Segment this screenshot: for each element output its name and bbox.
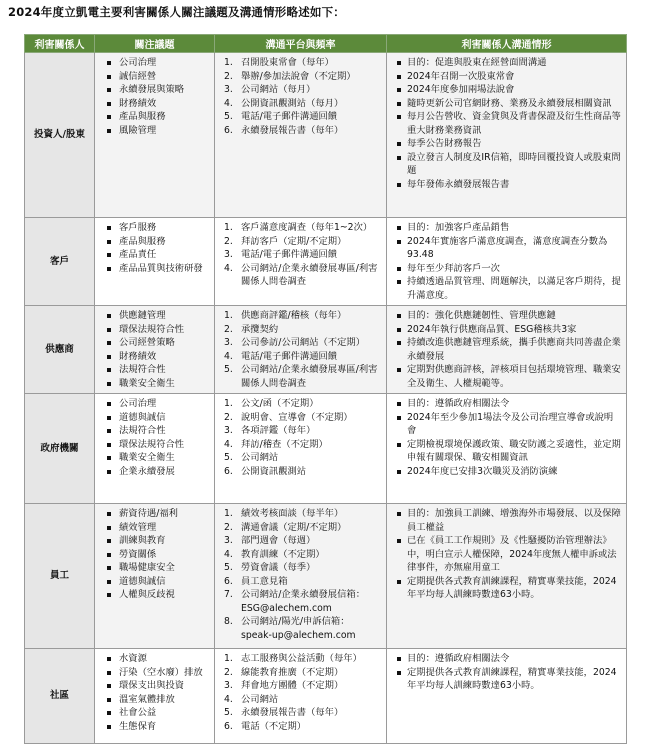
issue-item: 產品與服務: [95, 235, 214, 249]
table-row: [25, 53, 627, 218]
header-channels: 溝通平台與頻率: [215, 35, 387, 53]
channel-item: 4. 公開資訊觀測站（每月）: [215, 97, 386, 111]
comm-cell: [215, 394, 387, 504]
communication-item: 每季公告財務報告: [387, 137, 626, 151]
channel-item: 5. 永續發展報告書（每年）: [215, 706, 386, 720]
table-row: [25, 504, 627, 649]
issue-item: 人權與反歧視: [95, 588, 214, 602]
stakeholder-cell: 員工: [25, 504, 95, 649]
stakeholder-cell: 供應商: [25, 306, 95, 394]
issue-item: 供應鏈管理: [95, 309, 214, 323]
issue-item: 客戶服務: [95, 221, 214, 235]
channel-item: 6. 永續發展報告書（每年）: [215, 124, 386, 138]
channel-item: 5. 電話/電子郵件溝通回饋: [215, 110, 386, 124]
issue-item: 勞資關係: [95, 548, 214, 562]
communication-item: 2024年度已安排3次職災及消防演練: [387, 465, 626, 479]
channel-item: 6. 公開資訊觀測站: [215, 465, 386, 479]
table-row: [25, 218, 627, 306]
channel-item: 2. 溝通會議（定期/不定期）: [215, 521, 386, 535]
stakeholder-cell: 投資人/股東: [25, 53, 95, 218]
issue-item: 誠信經營: [95, 70, 214, 84]
issue-item: 產品與服務: [95, 110, 214, 124]
topics-cell: [387, 649, 627, 744]
topics-cell: [387, 218, 627, 306]
issue-item: 環保法規符合性: [95, 438, 214, 452]
table-header-row: [25, 35, 627, 53]
topics-cell: [387, 53, 627, 218]
issue-item: 薪資待遇/福利: [95, 507, 214, 521]
channel-item: 4. 公司網站/企業永續發展專區/利害關係人問卷調查: [215, 262, 386, 289]
communication-item: 目的：加強員工訓練、增強海外市場發展、以及保障員工權益: [387, 507, 626, 534]
communication-item: 目的：加強客戶產品銷售: [387, 221, 626, 235]
issue-item: 風險管理: [95, 124, 214, 138]
issue-item: 汙染（空水廢）排放: [95, 666, 214, 680]
channel-item: 1. 公文/函（不定期）: [215, 397, 386, 411]
communication-item: 每年至少拜訪客戶一次: [387, 262, 626, 276]
channel-item: 4. 教育訓練（不定期）: [215, 548, 386, 562]
comm-cell: [215, 53, 387, 218]
issue-item: 社會公益: [95, 706, 214, 720]
issue-item: 公司治理: [95, 56, 214, 70]
comm-cell: [215, 504, 387, 649]
issue-item: 公司經營策略: [95, 336, 214, 350]
table-row: [25, 394, 627, 504]
channel-item: 4. 公司網站: [215, 693, 386, 707]
communication-item: 目的：強化供應鏈韌性、管理供應鏈: [387, 309, 626, 323]
table-row: [25, 306, 627, 394]
issue-item: 法規符合性: [95, 363, 214, 377]
issues-cell: [95, 649, 215, 744]
issue-item: 法規符合性: [95, 424, 214, 438]
channel-item: 3. 各項評鑑（每年）: [215, 424, 386, 438]
issue-item: 財務績效: [95, 350, 214, 364]
channel-item: 3. 電話/電子郵件溝通回饋: [215, 248, 386, 262]
comm-cell: [215, 218, 387, 306]
issue-item: 企業永續發展: [95, 465, 214, 479]
issue-item: 生態保育: [95, 720, 214, 734]
channel-item: 2. 拜訪客戶（定期/不定期）: [215, 235, 386, 249]
channel-item: 1. 績效考核面談（每半年）: [215, 507, 386, 521]
channel-item: 1. 客戶滿意度調查（每年1~2次）: [215, 221, 386, 235]
stakeholder-cell: 客戶: [25, 218, 95, 306]
channel-item: 2. 舉辦/參加法說會（不定期）: [215, 70, 386, 84]
issue-item: 永續發展與策略: [95, 83, 214, 97]
channel-item: 3. 拜會地方團體（不定期）: [215, 679, 386, 693]
channel-item: 1. 召開股東常會（每年）: [215, 56, 386, 70]
issue-item: 環保法規符合性: [95, 323, 214, 337]
issue-item: 財務績效: [95, 97, 214, 111]
communication-item: 目的：遵循政府相關法令: [387, 397, 626, 411]
channel-item: 4. 拜訪/稽查（不定期）: [215, 438, 386, 452]
issue-item: 績效管理: [95, 521, 214, 535]
communication-item: 定期檢視環境保護政策、職安防護之妥適性，並定期申報有關環保、職安相關資訊: [387, 438, 626, 465]
issues-cell: [95, 504, 215, 649]
channel-item: 5. 公司網站: [215, 451, 386, 465]
channel-item: 6. 員工意見箱: [215, 575, 386, 589]
page-title: 2024年度立凱電主要利害關係人關注議題及溝通情形略述如下：: [8, 5, 346, 19]
communication-item: 已在《員工工作規則》及《性騷擾防治管理辦法》中，明白宣示人權保障，2024年度無人權申訴或法律事件，亦無雇用童工: [387, 534, 626, 575]
channel-item: 8. 公司網站/陽光/申訴信箱： speak-up@alechem.com: [215, 615, 386, 642]
communication-item: 每月公告營收、資金貸與及背書保證及衍生性商品等重大財務業務資訊: [387, 110, 626, 137]
communication-item: 定期提供各式教育訓練課程，精實專業技能，2024年平均每人訓練時數達63小時。: [387, 666, 626, 693]
channel-item: 5. 勞資會議（每季）: [215, 561, 386, 575]
communication-item: 持續改進供應鏈管理系統，攜手供應商共同善盡企業永續發展: [387, 336, 626, 363]
issue-item: 職業安全衛生: [95, 377, 214, 391]
issue-item: 溫室氣體排放: [95, 693, 214, 707]
stakeholder-cell: 社區: [25, 649, 95, 744]
channel-item: 5. 公司網站/企業永續發展專區/利害關係人問卷調查: [215, 363, 386, 390]
communication-item: 2024年執行供應商品質、ESG稽核共3家: [387, 323, 626, 337]
communication-item: 目的：促進與股東在經營面間溝通: [387, 56, 626, 70]
issue-item: 職業安全衛生: [95, 451, 214, 465]
stakeholder-cell: 政府機關: [25, 394, 95, 504]
channel-item: 2. 承攬契約: [215, 323, 386, 337]
issues-cell: [95, 394, 215, 504]
channel-item: 1. 志工服務與公益活動（每年）: [215, 652, 386, 666]
communication-item: 定期提供各式教育訓練課程，精實專業技能，2024年平均每人訓練時數達63小時。: [387, 575, 626, 602]
channel-item: 7. 公司網站/企業永續發展信箱： ESG@alechem.com: [215, 588, 386, 615]
issues-cell: [95, 53, 215, 218]
channel-item: 2. 線能教育推廣（不定期）: [215, 666, 386, 680]
header-issues: 關注議題: [95, 35, 215, 53]
communication-item: 2024年召開一次股東常會: [387, 70, 626, 84]
communication-item: 定期對供應商評核，評核項目包括環境管理、職業安全及衛生、人權規範等。: [387, 363, 626, 390]
stakeholder-table: [24, 34, 627, 744]
issue-item: 環保支出與投資: [95, 679, 214, 693]
issue-item: 產品品質與技術研發: [95, 262, 214, 276]
channel-item: 1. 供應商評鑑/稽核（每年）: [215, 309, 386, 323]
issue-item: 產品責任: [95, 248, 214, 262]
issues-cell: [95, 306, 215, 394]
header-stakeholder: 利害關係人: [25, 35, 95, 53]
communication-item: 設立發言人制度及IR信箱，即時回覆投資人或股東問題: [387, 151, 626, 178]
issue-item: 公司治理: [95, 397, 214, 411]
issue-item: 道德與誠信: [95, 411, 214, 425]
channel-item: 2. 說明會、宣導會（不定期）: [215, 411, 386, 425]
issues-cell: [95, 218, 215, 306]
comm-cell: [215, 649, 387, 744]
communication-item: 2024年至少參加1場法令及公司治理宣導會或說明會: [387, 411, 626, 438]
comm-cell: [215, 306, 387, 394]
channel-item: 3. 公司網站（每月）: [215, 83, 386, 97]
communication-item: 2024年度參加兩場法說會: [387, 83, 626, 97]
topics-cell: [387, 394, 627, 504]
channel-item: 3. 公司參訪/公司網站（不定期）: [215, 336, 386, 350]
communication-item: 隨時更新公司官網財務、業務及永續發展相關資訊: [387, 97, 626, 111]
communication-item: 持續透過品質管理、問題解決，以滿足客戶期待，提升滿意度。: [387, 275, 626, 302]
communication-item: 2024年實施客戶滿意度調查，滿意度調查分數為93.48: [387, 235, 626, 262]
issue-item: 水資源: [95, 652, 214, 666]
issue-item: 道德與誠信: [95, 575, 214, 589]
issue-item: 訓練與教育: [95, 534, 214, 548]
channel-item: 3. 部門週會（每週）: [215, 534, 386, 548]
channel-item: 4. 電話/電子郵件溝通回饋: [215, 350, 386, 364]
issue-item: 職場健康安全: [95, 561, 214, 575]
channel-item: 6. 電話（不定期）: [215, 720, 386, 734]
table-row: [25, 649, 627, 744]
header-communication: 利害關係人溝通情形: [387, 35, 627, 53]
communication-item: 目的：遵循政府相關法令: [387, 652, 626, 666]
topics-cell: [387, 306, 627, 394]
communication-item: 每年發佈永續發展報告書: [387, 178, 626, 192]
topics-cell: [387, 504, 627, 649]
